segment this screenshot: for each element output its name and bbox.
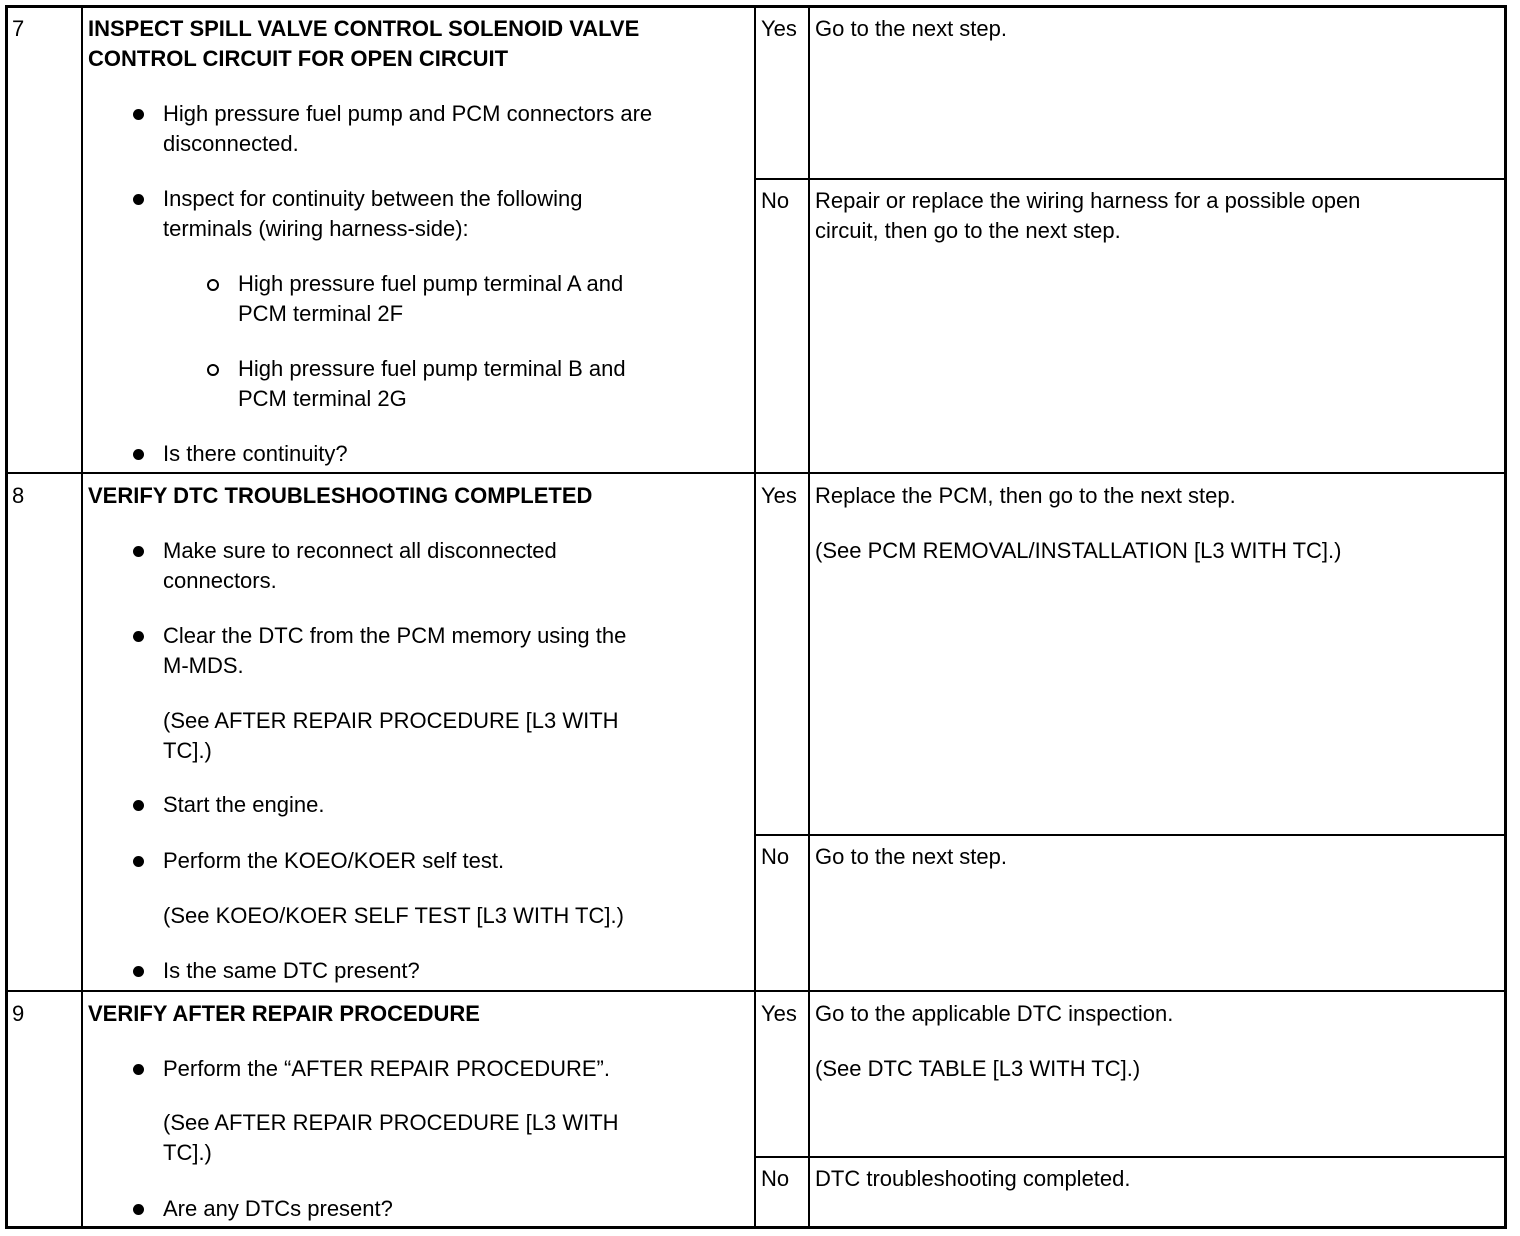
sub-bullet-text: High pressure fuel pump terminal A and <box>238 271 624 296</box>
reference-note: (See AFTER REPAIR PROCEDURE [L3 WITH <box>163 708 619 733</box>
reference-note: (See DTC TABLE [L3 WITH TC].) <box>815 1056 1141 1081</box>
no-action: Repair or replace the wiring harness for a possible open <box>815 188 1361 213</box>
bullet-text: Start the engine. <box>163 792 325 817</box>
step-number: 8 <box>12 483 25 508</box>
reference-note: (See AFTER REPAIR PROCEDURE [L3 WITH <box>163 1110 619 1135</box>
bullet-icon <box>133 194 144 205</box>
column-divider-step <box>81 8 83 1227</box>
step-title: INSPECT SPILL VALVE CONTROL SOLENOID VALVE <box>88 16 640 41</box>
bullet-icon <box>133 856 144 867</box>
no-label: No <box>761 1166 790 1191</box>
sub-bullet-text: PCM terminal 2F <box>238 301 404 326</box>
no-label: No <box>761 844 790 869</box>
step-title: VERIFY AFTER REPAIR PROCEDURE <box>88 1001 480 1026</box>
column-divider-answer <box>808 8 810 1227</box>
bullet-text: Perform the “AFTER REPAIR PROCEDURE”. <box>163 1056 610 1081</box>
yes-action: Go to the next step. <box>815 16 1008 41</box>
sub-bullet-text: High pressure fuel pump terminal B and <box>238 356 626 381</box>
no-label: No <box>761 188 790 213</box>
no-action: Go to the next step. <box>815 844 1008 869</box>
bullet-text: connectors. <box>163 568 277 593</box>
bullet-icon <box>133 631 144 642</box>
bullet-text: disconnected. <box>163 131 299 156</box>
sub-bullet-icon <box>207 279 219 291</box>
step-number: 9 <box>12 1001 25 1026</box>
bullet-text: High pressure fuel pump and PCM connectors are <box>163 101 653 126</box>
column-divider-action <box>754 8 756 1227</box>
no-action: DTC troubleshooting completed. <box>815 1166 1131 1191</box>
step-number: 7 <box>12 16 25 41</box>
bullet-text: Is there continuity? <box>163 441 348 466</box>
row-divider-7-8 <box>8 472 1504 474</box>
reference-note: TC].) <box>163 738 212 763</box>
row-divider-8-9 <box>8 990 1504 992</box>
yes-label: Yes <box>761 16 797 41</box>
bullet-text: Inspect for continuity between the following <box>163 186 583 211</box>
reference-note: TC].) <box>163 1140 212 1165</box>
bullet-icon <box>133 800 144 811</box>
sub-bullet-text: PCM terminal 2G <box>238 386 407 411</box>
yes-no-divider-7 <box>754 178 1504 180</box>
yes-label: Yes <box>761 483 797 508</box>
bullet-icon <box>133 109 144 120</box>
yes-action: Replace the PCM, then go to the next step. <box>815 483 1236 508</box>
bullet-icon <box>133 1204 144 1215</box>
bullet-text: Are any DTCs present? <box>163 1196 393 1221</box>
bullet-icon <box>133 449 144 460</box>
bullet-icon <box>133 1064 144 1075</box>
bullet-icon <box>133 546 144 557</box>
bullet-text: Is the same DTC present? <box>163 958 420 983</box>
reference-note: (See PCM REMOVAL/INSTALLATION [L3 WITH TC].) <box>815 538 1342 563</box>
bullet-text: Perform the KOEO/KOER self test. <box>163 848 505 873</box>
bullet-text: M-MDS. <box>163 653 244 678</box>
yes-label: Yes <box>761 1001 797 1026</box>
bullet-text: Clear the DTC from the PCM memory using the <box>163 623 627 648</box>
yes-action: Go to the applicable DTC inspection. <box>815 1001 1174 1026</box>
bullet-icon <box>133 966 144 977</box>
bullet-text: terminals (wiring harness-side): <box>163 216 469 241</box>
no-action: circuit, then go to the next step. <box>815 218 1121 243</box>
yes-no-divider-9 <box>754 1156 1504 1158</box>
bullet-text: Make sure to reconnect all disconnected <box>163 538 557 563</box>
sub-bullet-icon <box>207 364 219 376</box>
step-title: CONTROL CIRCUIT FOR OPEN CIRCUIT <box>88 46 509 71</box>
step-title: VERIFY DTC TROUBLESHOOTING COMPLETED <box>88 483 593 508</box>
reference-note: (See KOEO/KOER SELF TEST [L3 WITH TC].) <box>163 903 624 928</box>
yes-no-divider-8 <box>754 834 1504 836</box>
